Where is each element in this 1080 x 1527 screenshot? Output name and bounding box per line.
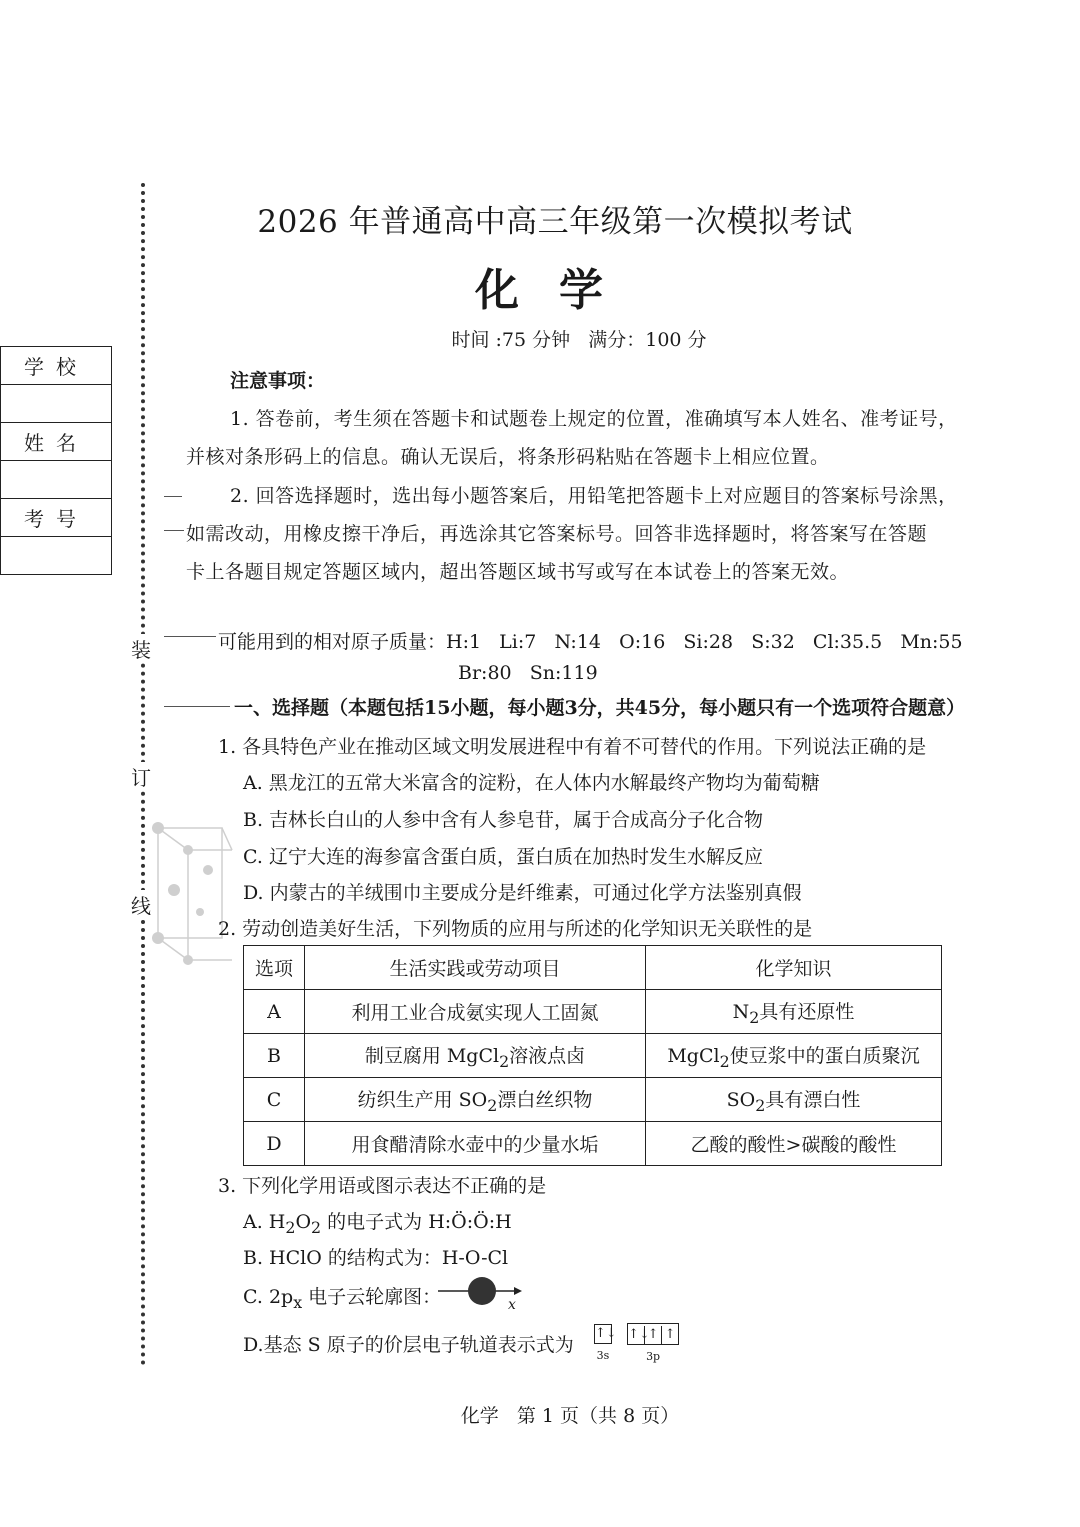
table-cell: 纺织生产用 $SO_2$漂白丝织物	[305, 1078, 646, 1122]
q3-option-c: C. $2p_x$ 电子云轮廓图：	[243, 1286, 442, 1312]
table-header-cell: 化学知识	[646, 946, 942, 990]
table-cell: MgCl$_2$使豆浆中的蛋白质聚沉	[646, 1034, 942, 1078]
table-row	[244, 1078, 942, 1122]
student-info-table	[0, 346, 112, 575]
axis-label: x	[508, 1297, 516, 1313]
orbital-box-3p: ↑	[645, 1326, 662, 1344]
table-cell: 利用工业合成氨实现人工固氮	[305, 990, 646, 1034]
exam-number-field[interactable]	[1, 537, 112, 575]
atomic-mass-line1: 可能用到的相对原子质量：H:1 Li:7 N:14 O:16 Si:28 S:32 Cl:35.5 Mn:55	[218, 631, 963, 653]
table-cell: $N_2$具有还原性	[646, 990, 942, 1034]
binding-char-ding: 订	[131, 762, 151, 791]
table-row	[244, 1034, 942, 1078]
table-cell: A	[244, 990, 305, 1034]
orbital-label-3s: 3s	[596, 1348, 610, 1362]
orbital-diagram	[594, 1323, 679, 1364]
table-cell: C	[244, 1078, 305, 1122]
margin-mark	[164, 496, 182, 497]
time-score-info: 时间 :75 分钟 满分：100 分	[451, 329, 707, 351]
p-orbital-diagram	[436, 1271, 528, 1313]
binding-char-xian: 线	[131, 890, 151, 919]
table-cell: 制豆腐用 MgCl$_2$溶液点卤	[305, 1034, 646, 1078]
q3-stem: 3. 下列化学用语或图示表达不正确的是	[218, 1175, 547, 1197]
table-header-row	[244, 946, 942, 990]
notice-heading: 注意事项：	[230, 370, 326, 392]
subject-title: 化学	[475, 265, 643, 316]
table-cell: 用食醋清除水壶中的少量水垢	[305, 1122, 646, 1166]
exam-title: 2026 年普通高中高三年级第一次模拟考试	[257, 204, 853, 240]
table-cell: 乙酸的酸性>碳酸的酸性	[646, 1122, 942, 1166]
q3-option-a: A. $H_2O_2$ 的电子式为 H:Ö:Ö:H	[243, 1211, 512, 1237]
exam-number-label: 考号	[1, 499, 112, 537]
page-footer: 化学 第 1 页（共 8 页）	[460, 1405, 680, 1427]
margin-mark	[164, 706, 230, 707]
orbital-box-3p: ↑	[664, 1326, 676, 1342]
name-label: 姓名	[1, 423, 112, 461]
q1-option-d: D. 内蒙古的羊绒围巾主要成分是纤维素，可通过化学方法鉴别真假	[243, 882, 802, 904]
notice-item2-line3: 卡上各题目规定答题区域内，超出答题区域书写或写在本试卷上的答案无效。	[186, 561, 850, 583]
orbital-label-3p: 3p	[646, 1349, 661, 1363]
q3-option-d: D.基态 S 原子的价层电子轨道表示式为	[243, 1334, 574, 1356]
orbital-box-3s: ↑↓	[594, 1324, 612, 1344]
notice-item1-line1: 1. 答卷前，考生须在答题卡和试题卷上规定的位置，准确填写本人姓名、准考证号，	[230, 408, 958, 430]
q1-option-a: A. 黑龙江的五常大米富含的淀粉，在人体内水解最终产物均为葡萄糖	[243, 772, 820, 794]
table-cell: D	[244, 1122, 305, 1166]
notice-item1-line2: 并核对条形码上的信息。确认无误后，将条形码粘贴在答题卡上相应位置。	[186, 446, 830, 468]
table-cell: $SO_2$具有漂白性	[646, 1078, 942, 1122]
table-cell: B	[244, 1034, 305, 1078]
name-field[interactable]	[1, 461, 112, 499]
electron-formula: H:Ö:Ö:H	[428, 1211, 512, 1233]
table-row	[244, 990, 942, 1034]
notice-item2-line2: 如需改动，用橡皮擦干净后，再选涂其它答案标号。回答非选择题时，将答案写在答题	[186, 523, 928, 545]
q1-option-c: C. 辽宁大连的海参富含蛋白质，蛋白质在加热时发生水解反应	[243, 846, 763, 868]
section1-heading: 一、选择题（本题包括15小题，每小题3分，共45分，每小题只有一个选项符合题意）	[234, 697, 966, 719]
q1-stem: 1. 各具特色产业在推动区域文明发展进程中有着不可替代的作用。下列说法正确的是	[218, 736, 927, 758]
q2-table	[243, 945, 942, 1166]
binding-char-zhuang: 装	[131, 634, 151, 663]
notice-item2-line1: 2. 回答选择题时，选出每小题答案后，用铅笔把答题卡上对应题目的答案标号涂黑，	[230, 485, 958, 507]
school-label: 学校	[1, 347, 112, 385]
school-field[interactable]	[1, 385, 112, 423]
crystal-watermark-image	[150, 820, 240, 970]
table-row	[244, 1122, 942, 1166]
atomic-mass-line2: Br:80 Sn:119	[458, 662, 598, 684]
margin-mark	[164, 636, 216, 637]
orbital-box-3p: ↑↓	[628, 1326, 650, 1342]
table-header-cell: 生活实践或劳动项目	[305, 946, 646, 990]
q2-stem: 2. 劳动创造美好生活，下列物质的应用与所述的化学知识无关联性的是	[218, 918, 813, 940]
q3-option-b: B. HClO 的结构式为：H-O-Cl	[243, 1247, 509, 1269]
q1-option-b: B. 吉林长白山的人参中含有人参皂苷，属于合成高分子化合物	[243, 809, 764, 831]
margin-mark	[164, 530, 184, 531]
table-header-cell: 选项	[244, 946, 305, 990]
